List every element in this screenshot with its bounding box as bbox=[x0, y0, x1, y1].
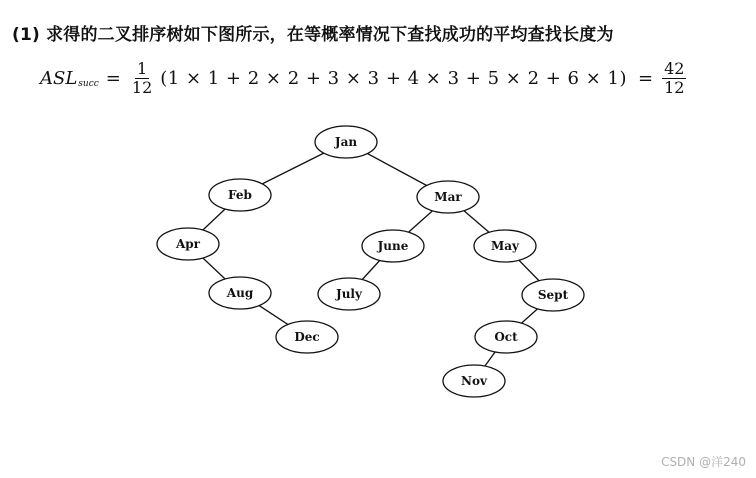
watermark: CSDN @洋240 bbox=[661, 455, 746, 469]
tree-node-label: June bbox=[377, 239, 409, 253]
formula-equals-2: = bbox=[638, 67, 654, 89]
tree-node-label: Dec bbox=[294, 330, 320, 344]
tree-node-jan bbox=[315, 126, 377, 158]
tree-node-label: Feb bbox=[228, 188, 252, 202]
formula-lhs: ASL bbox=[40, 67, 78, 89]
tree-node-oct bbox=[475, 321, 537, 353]
tree-node-mar bbox=[417, 181, 479, 213]
tree-node-dec bbox=[276, 321, 338, 353]
tree-node-feb bbox=[209, 179, 271, 211]
fraction-2-denominator: 12 bbox=[664, 77, 685, 97]
formula-lhs-subscript: succ bbox=[78, 79, 99, 89]
tree-node-june bbox=[362, 230, 424, 262]
tree-node-sept bbox=[522, 279, 584, 311]
tree-node-label: Mar bbox=[434, 190, 462, 204]
formula-sum: (1 × 1 + 2 × 2 + 3 × 3 + 4 × 3 + 5 × 2 + 6 × 1) bbox=[160, 67, 627, 89]
tree-node-label: Oct bbox=[494, 330, 518, 344]
fraction-2-numerator: 42 bbox=[664, 58, 685, 78]
formula-equals-1: = bbox=[105, 67, 121, 89]
tree-node-nov bbox=[443, 365, 505, 397]
tree-node-label: Nov bbox=[461, 374, 487, 388]
tree-node-label: Sept bbox=[537, 288, 569, 302]
tree-node-label: May bbox=[490, 239, 520, 253]
fraction-1-denominator: 12 bbox=[131, 77, 153, 97]
tree-node-july bbox=[318, 278, 380, 310]
tree-node-may bbox=[474, 230, 536, 262]
tree-node-label: Jan bbox=[334, 135, 358, 149]
intro-text: (1) 求得的二叉排序树如下图所示，在等概率情况下查找成功的平均查找长度为 bbox=[12, 25, 614, 45]
fraction-1-numerator: 1 bbox=[136, 58, 148, 78]
tree-node-apr bbox=[157, 228, 219, 260]
tree-node-aug bbox=[209, 277, 271, 309]
tree-node-label: Aug bbox=[226, 286, 254, 300]
tree-node-label: July bbox=[336, 287, 362, 301]
tree-node-label: Apr bbox=[175, 237, 201, 251]
